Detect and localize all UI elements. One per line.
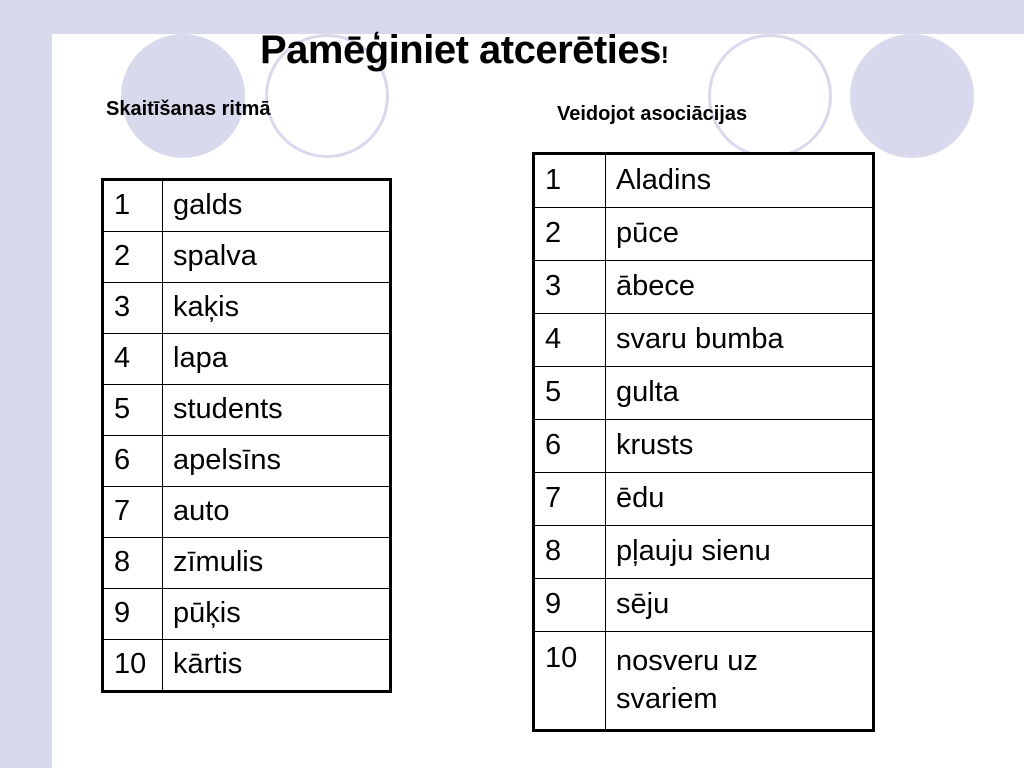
table-row [103, 640, 391, 692]
table-row [534, 208, 874, 261]
row-number: 2 [103, 232, 163, 283]
left-section-heading: Skaitīšanas ritmā [106, 98, 271, 120]
row-number: 7 [534, 473, 606, 526]
table-row [534, 154, 874, 208]
table-row [103, 487, 391, 538]
row-word: students [163, 385, 391, 436]
row-word: Aladins [606, 154, 874, 208]
row-word: apelsīns [163, 436, 391, 487]
row-word: sēju [606, 579, 874, 632]
row-number: 5 [103, 385, 163, 436]
row-word: galds [163, 180, 391, 232]
row-number: 8 [534, 526, 606, 579]
slide-title-exclamation: ! [660, 42, 669, 69]
row-word: nosveru uz svariem [606, 632, 874, 731]
row-number: 1 [534, 154, 606, 208]
row-number: 6 [534, 420, 606, 473]
table-row [103, 589, 391, 640]
table-row [534, 526, 874, 579]
row-number: 9 [534, 579, 606, 632]
table-row [534, 473, 874, 526]
table-row [103, 436, 391, 487]
row-number: 10 [534, 632, 606, 731]
table-row [103, 538, 391, 589]
row-word: ābece [606, 261, 874, 314]
table-row [534, 261, 874, 314]
row-word: zīmulis [163, 538, 391, 589]
row-word: spalva [163, 232, 391, 283]
row-number: 1 [103, 180, 163, 232]
row-number: 3 [534, 261, 606, 314]
table-row [103, 334, 391, 385]
slide-title [260, 28, 668, 73]
row-number: 4 [103, 334, 163, 385]
row-word: ēdu [606, 473, 874, 526]
left-decor-band [0, 0, 52, 768]
row-word: kaķis [163, 283, 391, 334]
right-section-heading: Veidojot asociācijas [557, 103, 748, 125]
table-row [103, 283, 391, 334]
row-word: pļauju sienu [606, 526, 874, 579]
row-word: pūce [606, 208, 874, 261]
row-number: 6 [103, 436, 163, 487]
decor-circle-3 [708, 34, 832, 158]
row-word: krusts [606, 420, 874, 473]
row-number: 8 [103, 538, 163, 589]
table-row [534, 367, 874, 420]
row-word: lapa [163, 334, 391, 385]
row-number: 4 [534, 314, 606, 367]
table-row [534, 632, 874, 731]
row-word: auto [163, 487, 391, 538]
decor-circle-1 [121, 34, 245, 158]
table-row [103, 180, 391, 232]
row-number: 10 [103, 640, 163, 692]
row-number: 5 [534, 367, 606, 420]
table-row [103, 232, 391, 283]
associations-table [532, 152, 875, 732]
row-word: gulta [606, 367, 874, 420]
row-number: 7 [103, 487, 163, 538]
table-row [103, 385, 391, 436]
slide-title-text: Pamēģiniet atcerēties [260, 28, 661, 72]
table-row [534, 579, 874, 632]
table-row [534, 420, 874, 473]
counting-rhythm-table [101, 178, 392, 693]
row-number: 2 [534, 208, 606, 261]
decor-circle-4 [850, 34, 974, 158]
table-row [534, 314, 874, 367]
row-word: svaru bumba [606, 314, 874, 367]
row-number: 3 [103, 283, 163, 334]
row-word: kārtis [163, 640, 391, 692]
row-word: pūķis [163, 589, 391, 640]
row-number: 9 [103, 589, 163, 640]
